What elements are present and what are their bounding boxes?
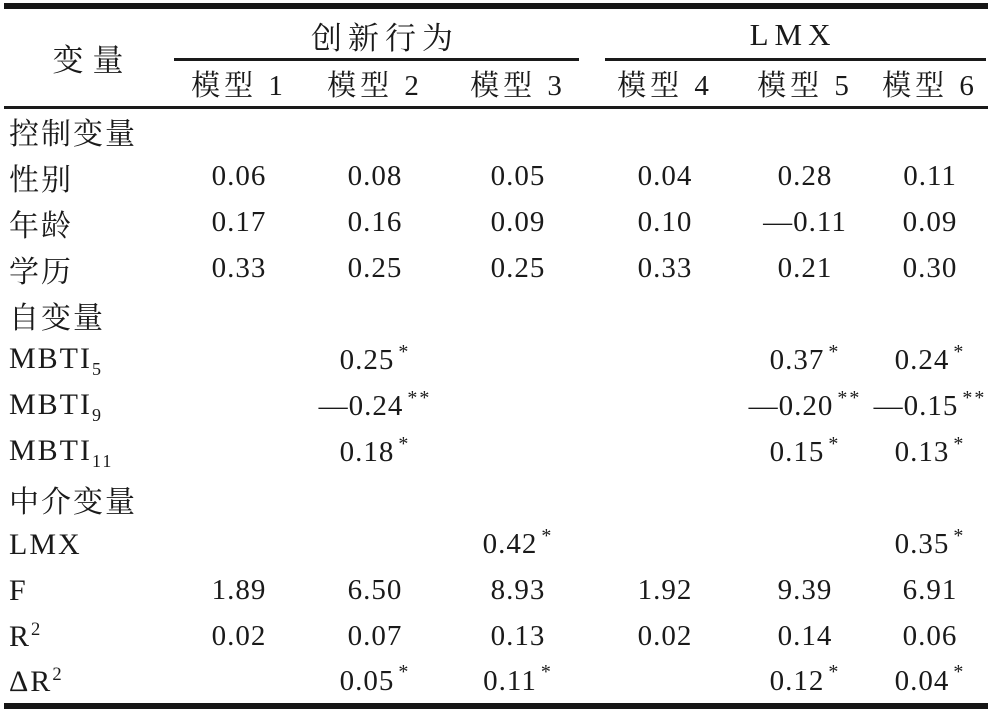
value-cell: 0.21 <box>777 252 833 284</box>
model-2-header: 模型 2 <box>306 61 444 108</box>
data-row <box>4 660 988 706</box>
value-cell: 0.15 * <box>769 432 841 468</box>
value-cell <box>592 476 738 522</box>
value-cell: 0.07 <box>347 620 403 652</box>
value-cell: 0.09 <box>490 206 546 238</box>
value-cell <box>172 338 306 384</box>
value-cell: 1.89 <box>211 574 267 606</box>
data-row <box>4 568 988 614</box>
value-cell <box>172 384 306 430</box>
row-label: 自变量 <box>9 301 105 335</box>
value-cell <box>306 108 444 154</box>
table-body <box>4 108 988 706</box>
table-header <box>4 6 988 108</box>
value-cell <box>592 338 738 384</box>
value-cell <box>738 108 872 154</box>
section-row <box>4 292 988 338</box>
value-cell: 0.14 <box>777 620 833 652</box>
value-cell <box>444 108 592 154</box>
value-cell: 0.33 <box>637 252 693 284</box>
value-cell: 0.05 * <box>339 661 411 697</box>
value-cell <box>306 292 444 338</box>
row-label: LMX <box>9 527 82 561</box>
data-row <box>4 154 988 200</box>
model-3-header: 模型 3 <box>444 61 592 108</box>
value-cell <box>172 660 306 706</box>
value-cell: 0.16 <box>347 206 403 238</box>
value-cell: 0.11 <box>903 160 957 192</box>
value-cell: 0.10 <box>637 206 693 238</box>
value-cell: 1.92 <box>637 574 693 606</box>
data-row <box>4 614 988 660</box>
value-cell: 0.02 <box>211 620 267 652</box>
value-cell <box>592 384 738 430</box>
value-cell <box>172 292 306 338</box>
value-cell: 0.25 * <box>339 340 411 376</box>
value-cell: 6.91 <box>902 574 958 606</box>
value-cell: 0.13 <box>490 620 546 652</box>
value-cell: 0.37 * <box>769 340 841 376</box>
value-cell <box>172 430 306 476</box>
value-cell: 0.24 * <box>894 340 966 376</box>
model-6-header: 模型 6 <box>872 61 988 108</box>
value-cell: 0.17 <box>211 206 267 238</box>
section-row <box>4 108 988 154</box>
data-row <box>4 430 988 476</box>
row-label: 性别 <box>9 163 73 197</box>
value-cell <box>172 108 306 154</box>
value-cell: 0.02 <box>637 620 693 652</box>
model-4-header: 模型 4 <box>592 61 738 108</box>
value-cell <box>444 384 592 430</box>
value-cell <box>306 476 444 522</box>
value-cell <box>738 292 872 338</box>
value-cell: 0.06 <box>902 620 958 652</box>
row-label: $\Delta R^2$ <box>9 663 64 698</box>
value-cell: 0.09 <box>902 206 958 238</box>
row-label: $MBTI_5$ <box>9 341 103 379</box>
row-label: $MBTI_9$ <box>9 387 103 425</box>
value-cell: 0.06 <box>211 160 267 192</box>
regression-table <box>4 3 988 709</box>
data-row <box>4 384 988 430</box>
value-cell <box>738 522 872 568</box>
value-cell: 0.33 <box>211 252 267 284</box>
value-cell: —0.24 ** <box>318 386 432 422</box>
value-cell: —0.11 <box>763 206 847 238</box>
value-cell <box>592 660 738 706</box>
value-cell <box>306 522 444 568</box>
value-cell <box>872 476 988 522</box>
value-cell: —0.20 ** <box>748 386 862 422</box>
value-cell <box>872 108 988 154</box>
value-cell: 0.25 <box>347 252 403 284</box>
value-cell: 0.18 * <box>339 432 411 468</box>
value-cell <box>444 476 592 522</box>
value-cell <box>444 430 592 476</box>
model-5-header: 模型 5 <box>738 61 872 108</box>
value-cell <box>172 476 306 522</box>
value-cell: 0.04 * <box>894 661 966 697</box>
data-row <box>4 246 988 292</box>
value-cell: 0.13 * <box>894 432 966 468</box>
row-label: $R^2$ <box>9 619 43 653</box>
row-label: 中介变量 <box>9 485 137 519</box>
value-cell <box>592 522 738 568</box>
value-cell: 6.50 <box>347 574 403 606</box>
value-cell: 0.12 * <box>769 661 841 697</box>
value-cell <box>444 292 592 338</box>
value-cell: 8.93 <box>490 574 546 606</box>
section-row <box>4 476 988 522</box>
value-cell: 0.30 <box>902 252 958 284</box>
row-label: 学历 <box>9 255 73 289</box>
row-label: 年龄 <box>9 209 73 243</box>
value-cell: 0.35 * <box>894 524 966 560</box>
value-cell: —0.15 ** <box>873 386 987 422</box>
value-cell <box>592 108 738 154</box>
data-row <box>4 522 988 568</box>
group-header-row <box>4 6 988 61</box>
value-cell: 0.42 * <box>482 524 554 560</box>
value-cell: 0.04 <box>637 160 693 192</box>
value-cell <box>872 292 988 338</box>
variable-column-header: 变量 <box>4 6 172 108</box>
data-row <box>4 200 988 246</box>
group-header-lmx: LMX <box>592 6 988 61</box>
row-label: $MBTI_{11}$ <box>9 433 114 471</box>
row-label: 控制变量 <box>9 118 137 152</box>
data-row <box>4 338 988 384</box>
value-cell <box>592 430 738 476</box>
value-cell: 0.05 <box>490 160 546 192</box>
model-1-header: 模型 1 <box>172 61 306 108</box>
value-cell: 0.08 <box>347 160 403 192</box>
value-cell: 0.28 <box>777 160 833 192</box>
value-cell <box>592 292 738 338</box>
value-cell: 0.11 * <box>483 661 553 697</box>
value-cell <box>738 476 872 522</box>
value-cell: 0.25 <box>490 252 546 284</box>
value-cell <box>444 338 592 384</box>
value-cell <box>172 522 306 568</box>
row-label: F <box>9 573 28 607</box>
value-cell: 9.39 <box>777 574 833 606</box>
group-header-innovation-behavior: 创新行为 <box>172 6 592 61</box>
